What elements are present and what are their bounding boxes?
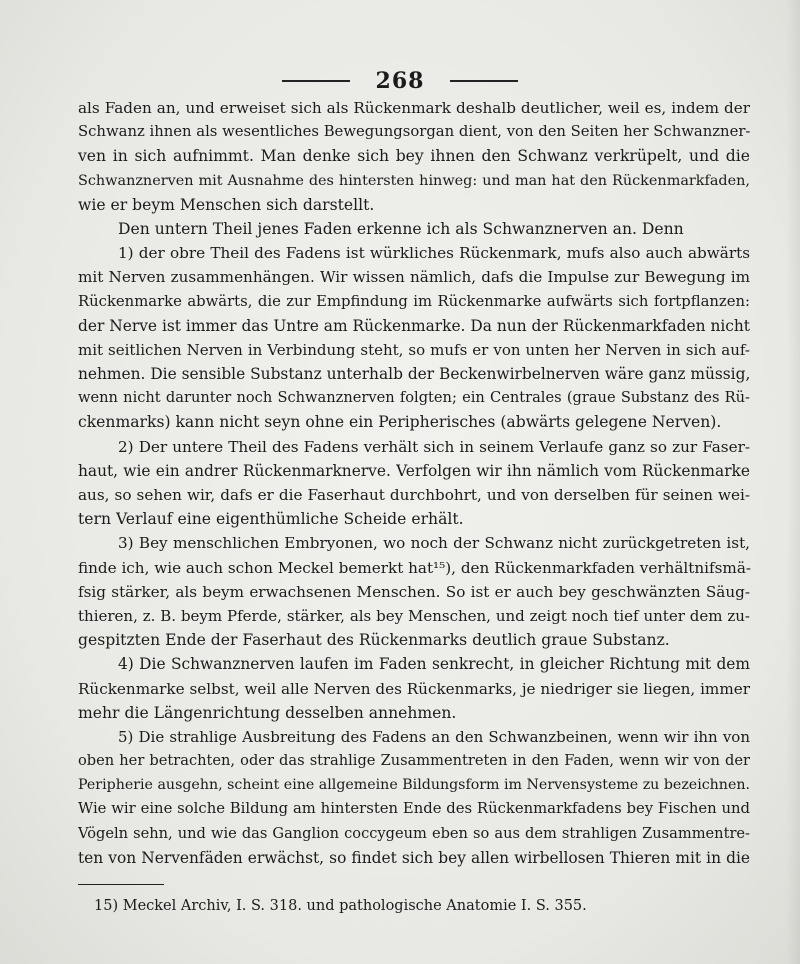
- text-line: 5) Die strahlige Ausbreitung des Fadens an den Schwanzbeinen, wenn wir ihn von: [118, 727, 750, 746]
- text-line: nehmen. Die sensible Substanz unterhalb der Beckenwirbelnerven wäre ganz müssig,: [78, 365, 751, 384]
- text-line: mit seitlichen Nerven in Verbindung steht, so mufs er von unten her Nerven in sich auf-: [78, 340, 750, 359]
- text-line: ven in sich aufnimmt. Man denke sich bey ihnen den Schwanz verkrüpelt, und die: [78, 147, 750, 166]
- text-line: 2) Der untere Theil des Fadens verhält sich in seinem Verlaufe ganz so zur Faser-: [118, 437, 750, 456]
- text-line: Peripherie ausgehn, scheint eine allgemeine Bildungsform im Nervensysteme zu bezeichnen.: [78, 777, 750, 794]
- text-line: 3) Bey menschlichen Embryonen, wo noch der Schwanz nicht zurückgetreten ist,: [118, 534, 750, 553]
- text-line: Wie wir eine solche Bildung am hintersten Ende des Rückenmarkfadens bey Fischen und: [78, 800, 750, 818]
- header-rule-left: [282, 80, 350, 82]
- text-line: wenn nicht darunter noch Schwanznerven folgten; ein Centrales (graue Substanz des Rü-: [78, 389, 750, 407]
- footnote-separator: [78, 884, 164, 885]
- page-edge-shadow: [786, 0, 800, 964]
- text-line: thieren, z. B. beym Pferde, stärker, als bey Menschen, und zeigt noch tief unter dem zu-: [78, 606, 750, 625]
- text-line: aus, so sehen wir, dafs er die Faserhaut durchbohrt, und von derselben für seinen wei-: [78, 486, 750, 504]
- footnote: 15) Meckel Archiv, I. S. 318. und pathologische Anatomie I. S. 355.: [94, 898, 587, 914]
- text-line: mit Nerven zusammenhängen. Wir wissen nämlich, dafs die Impulse zur Bewegung im: [78, 268, 750, 287]
- page-number: 268: [375, 68, 425, 94]
- text-line: Rückenmarke selbst, weil alle Nerven des Rückenmarks, je niedriger sie liegen, immer: [78, 679, 750, 698]
- text-line: gespitzten Ende der Faserhaut des Rückenmarks deutlich graue Substanz.: [78, 631, 670, 650]
- text-line: ten von Nervenfäden erwächst, so findet sich bey allen wirbellosen Thieren mit in die: [78, 848, 750, 867]
- text-line: finde ich, wie auch schon Meckel bemerkt hat¹⁵), den Rückenmarkfaden verhältnifsmä-: [78, 558, 752, 577]
- text-line: oben her betrachten, oder das strahlige Zusammentreten in den Faden, wenn wir von der: [78, 752, 750, 770]
- text-line: haut, wie ein andrer Rückenmarknerve. Verfolgen wir ihn nämlich vom Rückenmarke: [78, 461, 750, 480]
- text-line: fsig stärker, als beym erwachsenen Menschen. So ist er auch bey geschwänzten Säug-: [78, 582, 750, 601]
- text-line: Vögeln sehn, und wie das Ganglion coccygeum eben so aus dem strahligen Zusammentre-: [78, 824, 750, 842]
- header-rule-right: [450, 80, 518, 82]
- body-text: [78, 96, 750, 870]
- text-line: Den untern Theil jenes Faden erkenne ich als Schwanznerven an. Denn: [118, 219, 684, 238]
- text-line: 4) Die Schwanznerven laufen im Faden senkrecht, in gleicher Richtung mit dem: [118, 655, 750, 674]
- text-line: als Faden an, und erweiset sich als Rückenmark deshalb deutlicher, weil es, indem der: [78, 99, 750, 117]
- text-line: ckenmarks) kann nicht seyn ohne ein Peripherisches (abwärts gelegene Nerven).: [78, 413, 722, 432]
- text-line: Schwanz ihnen als wesentliches Bewegungsorgan dient, von den Seiten her Schwanzner-: [78, 123, 751, 141]
- text-line: wie er beym Menschen sich darstellt.: [78, 195, 375, 214]
- text-line: Rückenmarke abwärts, die zur Empfindung im Rückenmarke aufwärts sich fortpflanzen:: [78, 292, 750, 310]
- text-line: der Nerve ist immer das Untre am Rückenmarke. Da nun der Rückenmarkfaden nicht: [78, 316, 750, 335]
- text-line: Schwanznerven mit Ausnahme des hintersten hinweg: und man hat den Rückenmarkfaden,: [78, 172, 750, 189]
- text-line: tern Verlauf eine eigenthümliche Scheide erhält.: [78, 510, 464, 529]
- text-line: mehr die Längenrichtung desselben annehmen.: [78, 703, 457, 722]
- page-header: [0, 68, 800, 94]
- text-line: 1) der obre Theil des Fadens ist würkliches Rückenmark, mufs also auch abwärts: [118, 244, 750, 263]
